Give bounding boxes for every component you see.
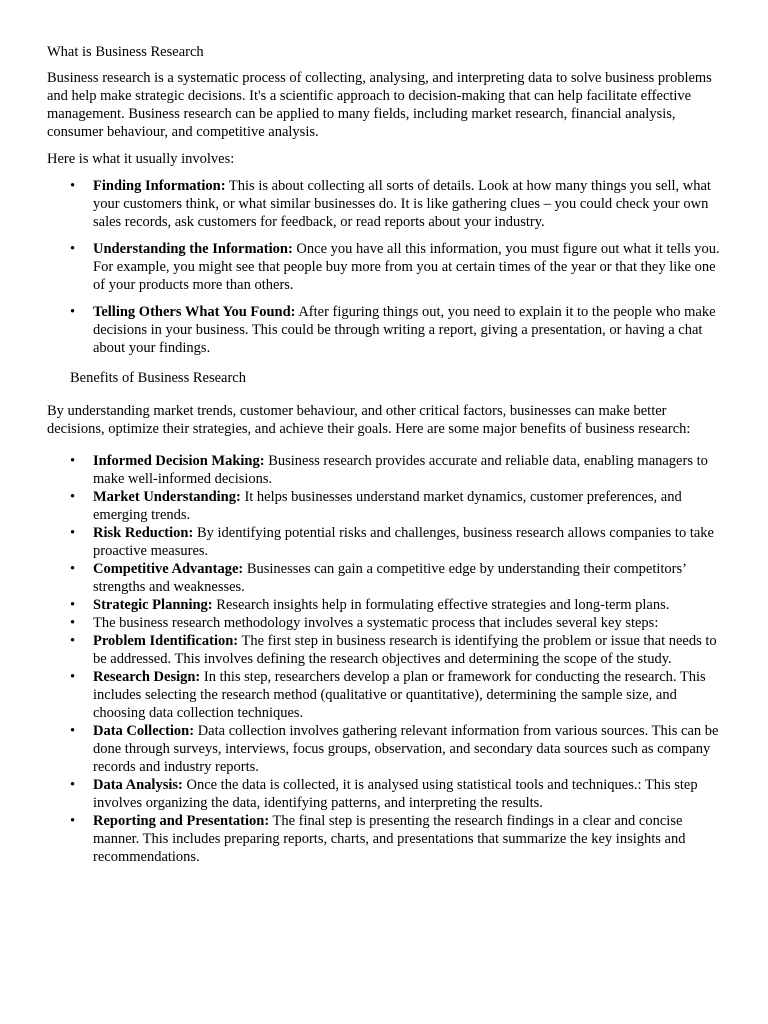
- bullet-glyph: •: [70, 304, 76, 320]
- list-item: [47, 668, 722, 722]
- list-item-text: The business research methodology involves a systematic process that includes several key steps:: [93, 615, 659, 631]
- list-item-term: Data Analysis:: [93, 777, 183, 793]
- intro-paragraph: Business research is a systematic process of collecting, analysing, and interpreting data to solve business problems and help make strategic decisions. It's a scientific approach to decision-making that can help facilitate effective management. Business research can be applied to many fields, including market research, financial analysis, consumer behaviour, and competitive analysis.: [47, 70, 712, 140]
- bullet-glyph: •: [70, 178, 76, 194]
- list-item-term: Problem Identification:: [93, 633, 239, 649]
- bullet-glyph: •: [70, 453, 76, 469]
- bullet-glyph: •: [70, 723, 76, 739]
- list-item-text: The final step is presenting the research findings in a clear and concise manner. This includes preparing reports, charts, and presentations that summarize the key insights and recommendations.: [93, 813, 686, 865]
- list-item-text: After figuring things out, you need to explain it to the people who make decisions in your business. This could be through writing a report, giving a presentation, or having a chat about your findings.: [93, 304, 716, 356]
- list-item: [47, 303, 722, 357]
- list-item: [47, 524, 722, 560]
- list-item-term: Informed Decision Making:: [93, 453, 265, 469]
- bullet-glyph: •: [70, 777, 76, 793]
- benefits-intro: By understanding market trends, customer behaviour, and other critical factors, businesses can make better decisions, optimize their strategies, and achieve their goals. Here are some major benefits of business research:: [47, 403, 691, 437]
- list-item: [47, 722, 722, 776]
- list-item-term: Research Design:: [93, 669, 201, 685]
- list-item: [47, 596, 722, 614]
- list-item-term: Understanding the Information:: [93, 241, 293, 257]
- list-item-term: Strategic Planning:: [93, 597, 213, 613]
- list-item-text: By identifying potential risks and challenges, business research allows companies to take proactive measures.: [93, 525, 714, 559]
- bullet-glyph: •: [70, 633, 76, 649]
- list-item-text: The first step in business research is identifying the problem or issue that needs to be addressed. This involves defining the research objectives and determining the scope of the study.: [93, 633, 717, 667]
- involves-list: [47, 177, 722, 357]
- bullet-glyph: •: [70, 561, 76, 577]
- list-item: [47, 488, 722, 524]
- list-item-term: Finding Information:: [93, 178, 226, 194]
- list-item: [47, 776, 722, 812]
- list-item-text: In this step, researchers develop a plan or framework for conducting the research. This includes selecting the research method (qualitative or quantitative), determining the sample size, and choosing data collection techniques.: [93, 669, 706, 721]
- bullet-glyph: •: [70, 597, 76, 613]
- list-item-text: Research insights help in formulating effective strategies and long-term plans.: [212, 597, 670, 613]
- list-item: [47, 240, 722, 294]
- list-item-text: Once the data is collected, it is analysed using statistical tools and techniques.: This step involves organizing the data, identifying patterns, and interpreting the results.: [93, 777, 698, 811]
- list-item: [47, 812, 722, 866]
- list-item-term: Market Understanding:: [93, 489, 241, 505]
- list-item: [47, 632, 722, 668]
- list-item-text: Businesses can gain a competitive edge by understanding their competitors’ strengths and weaknesses.: [93, 561, 686, 595]
- list-item: [47, 560, 722, 596]
- benefits-heading: Benefits of Business Research: [70, 370, 246, 386]
- bullet-glyph: •: [70, 615, 76, 631]
- list-item-term: Reporting and Presentation:: [93, 813, 270, 829]
- bullet-glyph: •: [70, 669, 76, 685]
- list-item-term: Telling Others What You Found:: [93, 304, 296, 320]
- bullet-glyph: •: [70, 241, 76, 257]
- document-title: What is Business Research: [47, 44, 204, 60]
- involves-lead: Here is what it usually involves:: [47, 151, 235, 167]
- benefits-list: [47, 452, 722, 866]
- list-item-term: Competitive Advantage:: [93, 561, 244, 577]
- list-item-text: Business research provides accurate and reliable data, enabling managers to make well-informed decisions.: [93, 453, 708, 487]
- list-item-term: Data Collection:: [93, 723, 195, 739]
- list-item: [47, 452, 722, 488]
- list-item-text: Once you have all this information, you must figure out what it tells you. For example, you might see that people buy more from you at certain times of the year or that they like one of your products more than others.: [93, 241, 720, 293]
- list-item: [47, 614, 722, 632]
- bullet-glyph: •: [70, 525, 76, 541]
- bullet-glyph: •: [70, 489, 76, 505]
- bullet-glyph: •: [70, 813, 76, 829]
- list-item-text: Data collection involves gathering relevant information from various sources. This can be done through surveys, interviews, focus groups, observation, and secondary data sources such as company records and industry reports.: [93, 723, 719, 775]
- list-item: [47, 177, 722, 231]
- list-item-term: Risk Reduction:: [93, 525, 194, 541]
- list-item-text: This is about collecting all sorts of details. Look at how many things you sell, what your customers think, or what similar businesses do. It is like gathering clues – you could check your own sales records, ask customers for feedback, or read reports about your industry.: [93, 178, 711, 230]
- list-item-text: It helps businesses understand market dynamics, customer preferences, and emerging trends.: [93, 489, 682, 523]
